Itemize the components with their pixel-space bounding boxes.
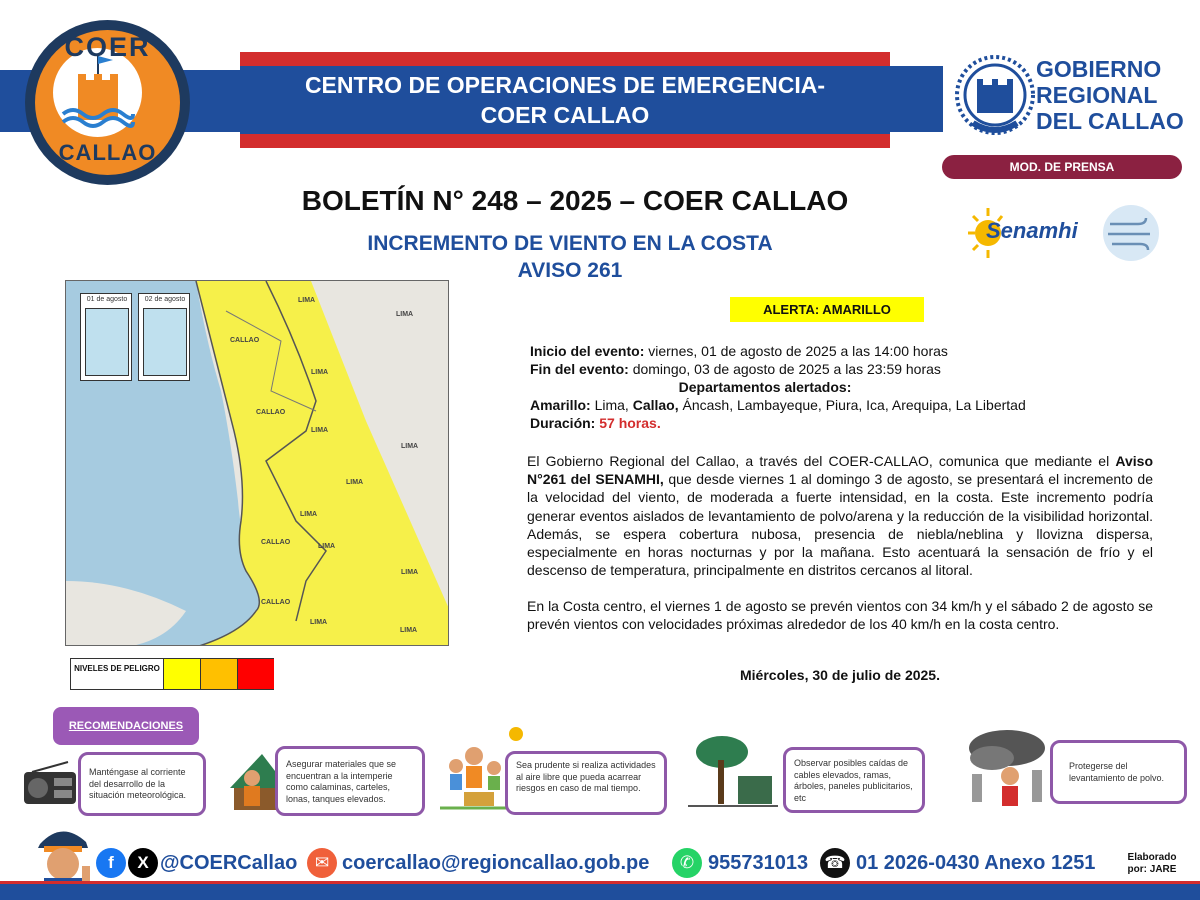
dust-protection-icon xyxy=(962,724,1052,812)
bulletin-date: Miércoles, 30 de julio de 2025. xyxy=(740,667,940,683)
whatsapp-icon[interactable]: ✆ xyxy=(672,848,702,878)
recommendation-5: Protegerse del levantamiento de polvo. xyxy=(1050,740,1187,804)
body-paragraph-1: El Gobierno Regional del Callao, a través del COER-CALLAO, comunica que mediante el Aviso N°261 del SENAMHI, que desde viernes 1 al domingo 3 de agosto, se presentará el incremento de la velocidad del viento, de moderada a fuerte intensidad, en la costa. Este incremento podría generar eventos aislados de levantamiento de polvo/arena y la reducción de la visibilidad horizontal. Además, se espera cobertura nubosa, presencia de niebla/neblina y llovizna dispersa, especialmente en horas nocturnas y por la mañana. Esto acentuará la sensación de frío y el descenso de temperatura, principalmente en distritos cercanos al litoral. xyxy=(527,453,1153,579)
event-details: Inicio del evento: viernes, 01 de agosto de 2025 a las 14:00 horas Fin del evento: domingo, 03 de agosto de 2025 a las 23:59 horas Departamentos alertados: Amarillo: Lima, Callao, Áncash, Lambayeque, Piura, Ica, Arequipa, La Libertad Duración: 57 horas. xyxy=(530,343,1026,431)
recommendation-4: Observar posibles caídas de cables elevados, ramas, árboles, paneles publicitarios, etc xyxy=(783,747,925,813)
alert-map xyxy=(65,280,449,646)
facebook-icon[interactable]: f xyxy=(96,848,126,878)
map-inset-day2: 02 de agosto xyxy=(138,293,190,381)
body-paragraph-2: En la Costa centro, el viernes 1 de agosto se prevén vientos con 34 km/h y el sábado 2 de agosto se prevén vientos con velocidades próximas alrededor de los 40 km/h en la costa centro. xyxy=(527,598,1153,633)
phone-number[interactable]: 01 2026-0430 Anexo 1251 xyxy=(856,852,1096,874)
danger-levels: NIVELES DE PELIGRO xyxy=(70,658,274,690)
recommendation-2: Asegurar materiales que se encuentran a la intemperie como calaminas, carteles, lonas, tanques elevados. xyxy=(275,746,425,816)
level-orange xyxy=(200,659,237,689)
email-address[interactable]: coercallao@regioncallao.gob.pe xyxy=(342,852,650,874)
map-label: LIMA xyxy=(298,297,316,304)
prensa-badge: MOD. DE PRENSA xyxy=(942,155,1182,179)
map-label: LIMA xyxy=(311,369,329,376)
map-label: CALLAO xyxy=(230,337,260,344)
map-label: CALLAO xyxy=(256,409,286,416)
map-label: LIMA xyxy=(401,443,419,450)
coer-callao-logo: COER CALLAO xyxy=(25,20,190,185)
gobierno-regional-name: GOBIERNO REGIONAL DEL CALLAO xyxy=(1036,56,1184,134)
bulletin-subtitle: INCREMENTO DE VIENTO EN LA COSTA AVISO 261 xyxy=(367,232,773,282)
bulletin-title: BOLETÍN N° 248 – 2025 – COER CALLAO xyxy=(301,185,849,216)
senamhi-logo: Senamhi xyxy=(968,204,1168,262)
elaborado-por: Elaborado por: JARE xyxy=(1127,852,1177,875)
recommendations-title: RECOMENDACIONES xyxy=(53,707,199,745)
email-icon[interactable]: ✉ xyxy=(307,848,337,878)
phone-icon[interactable]: ☎ xyxy=(820,848,850,878)
map-label: LIMA xyxy=(311,427,329,434)
map-label: CALLAO xyxy=(261,539,291,546)
map-label: LIMA xyxy=(396,311,414,318)
map-inset-day1: 01 de agosto xyxy=(80,293,132,381)
recommendation-1: Manténgase al corriente del desarrollo de la situación meteorológica. xyxy=(78,752,206,816)
level-yellow xyxy=(163,659,200,689)
map-label: LIMA xyxy=(310,619,328,626)
radio-icon xyxy=(22,760,78,806)
map-label: LIMA xyxy=(318,543,336,550)
header-title: CENTRO DE OPERACIONES DE EMERGENCIA- COER CALLAO xyxy=(304,72,826,128)
social-handle[interactable]: @COERCallao xyxy=(160,852,298,874)
whatsapp-number[interactable]: 955731013 xyxy=(708,852,809,874)
map-label: CALLAO xyxy=(261,599,291,606)
level-red xyxy=(237,659,274,689)
map-label: LIMA xyxy=(401,569,419,576)
gobierno-regional-logo xyxy=(955,45,1035,145)
alert-badge: ALERTA: AMARILLO xyxy=(730,297,924,322)
map-label: LIMA xyxy=(346,479,364,486)
map-label: LIMA xyxy=(400,627,418,634)
map-label: LIMA xyxy=(300,511,318,518)
header-band-right xyxy=(888,66,943,132)
recommendation-3: Sea prudente si realiza actividades al aire libre que pueda acarrear riesgos en caso de mal tiempo. xyxy=(505,751,667,815)
header-banner xyxy=(240,52,890,148)
footer-stripe-blue xyxy=(0,884,1200,900)
falling-tree-icon xyxy=(688,732,778,814)
x-twitter-icon[interactable]: X xyxy=(128,848,158,878)
